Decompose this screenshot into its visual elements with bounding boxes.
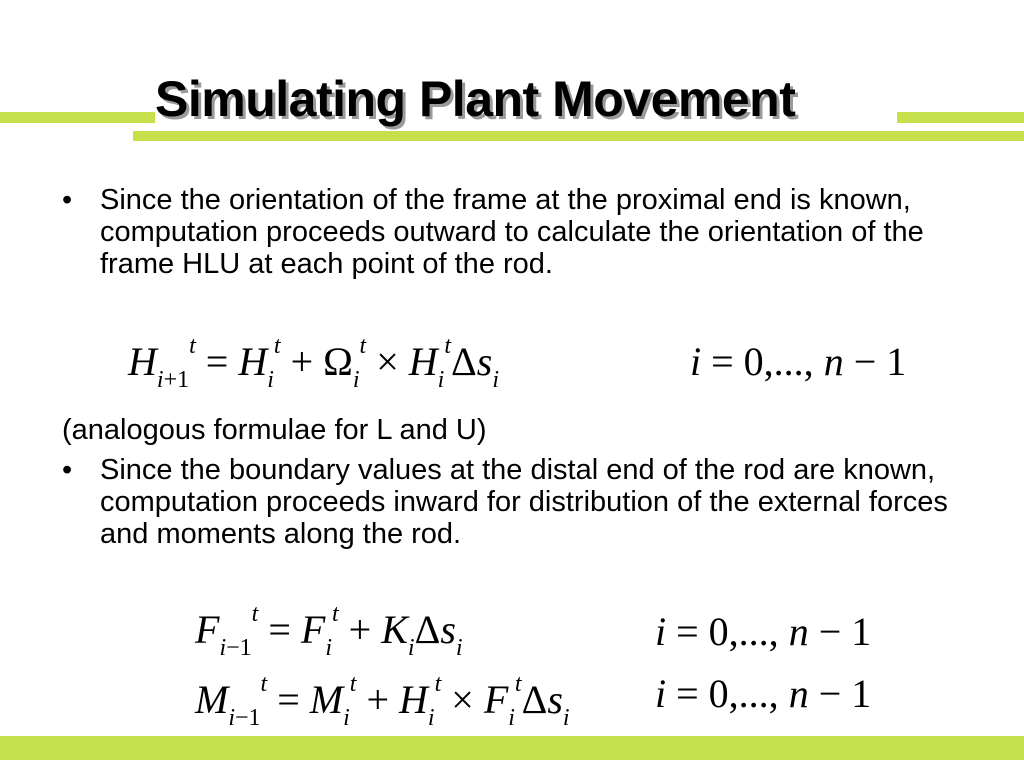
- title-underline-bar: [133, 131, 1024, 141]
- equation-range-3: i = 0,..., n − 1: [655, 671, 872, 716]
- analogous-note: (analogous formulae for L and U): [62, 414, 487, 446]
- bullet-text-2: Since the boundary values at the distal end of the rod are known, computation proceeds inward for distribution of the external forces and moments along the rod.: [100, 454, 948, 550]
- equation-range-2: i = 0,..., n − 1: [655, 609, 872, 654]
- equation-m-update: $M_{i-1}^t = M_i^t + H_i^t \times F_i^t\Delta s_i$: [195, 671, 570, 731]
- bullet-marker: •: [62, 454, 73, 486]
- equation-range-1: i = 0,..., n − 1: [690, 339, 907, 384]
- bullet-text-1: Since the orientation of the frame at the proximal end is known, computation proceeds outward to calculate the orientation of the frame HLU at each point of the rod.: [100, 184, 924, 280]
- slide-title: Simulating Plant Movement: [155, 71, 796, 127]
- bullet-marker: •: [62, 184, 73, 216]
- equation-h-update: $H_{i+1}^t = H_i^t + \Omega_i^t \times H_i^t\Delta s_i$: [128, 333, 499, 393]
- equation-f-update: $F_{i-1}^t = F_i^t + K_i\Delta s_i$: [195, 601, 463, 661]
- top-accent-bar-right: [897, 112, 1024, 123]
- bottom-accent-bar: [0, 736, 1024, 760]
- top-accent-bar-left: [0, 112, 155, 123]
